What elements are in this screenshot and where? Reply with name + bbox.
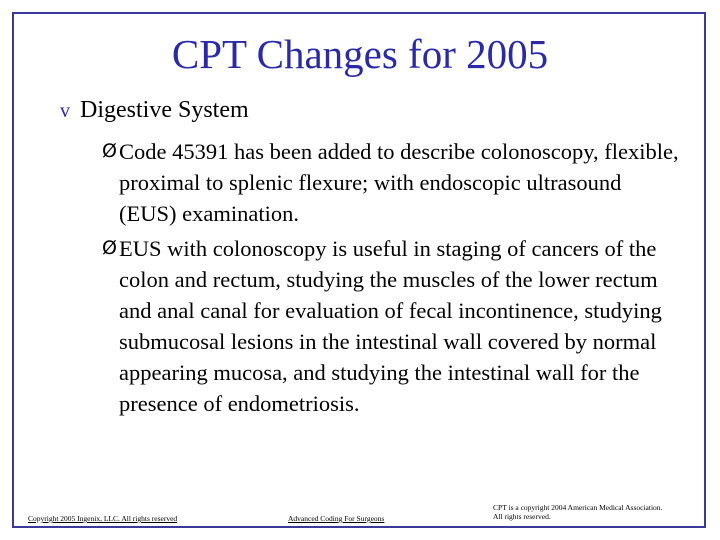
footer-cpt-line2: All rights reserved. <box>493 512 551 521</box>
sub-bullet-code-45391 <box>102 136 682 229</box>
footer-cpt-notice <box>493 503 693 521</box>
sub-bullet-text: EUS with colonoscopy is useful in staging of cancers of the colon and rectum, studying the muscles of the lower rectum and anal canal for evaluation of fecal incontinence, studying submucosal lesions in the intestinal wall covered by normal appearing mucosa, and studying the intestinal wall for the presence of endometriosis. <box>119 236 662 416</box>
footer-course-title: Advanced Coding For Surgeons <box>288 514 385 523</box>
diamond-bullet-icon: v <box>60 100 70 122</box>
sub-bullet-eus-colonoscopy <box>102 233 682 419</box>
slide-title: CPT Changes for 2005 <box>171 31 549 77</box>
footer-cpt-line1: CPT is a copyright 2004 American Medical Association. <box>493 503 663 512</box>
bullet-digestive-system <box>60 94 249 127</box>
footer-copyright: Copyright 2005 Ingenix, LLC. All rights reserved <box>28 514 178 523</box>
arrow-bullet-icon: Ø <box>102 140 117 162</box>
sub-bullet-text: Code 45391 has been added to describe colonoscopy, flexible, proximal to splenic flexure; with endoscopic ultrasound (EUS) examination. <box>119 139 679 226</box>
arrow-bullet-icon: Ø <box>102 237 117 259</box>
bullet-text: Digestive System <box>80 97 249 123</box>
